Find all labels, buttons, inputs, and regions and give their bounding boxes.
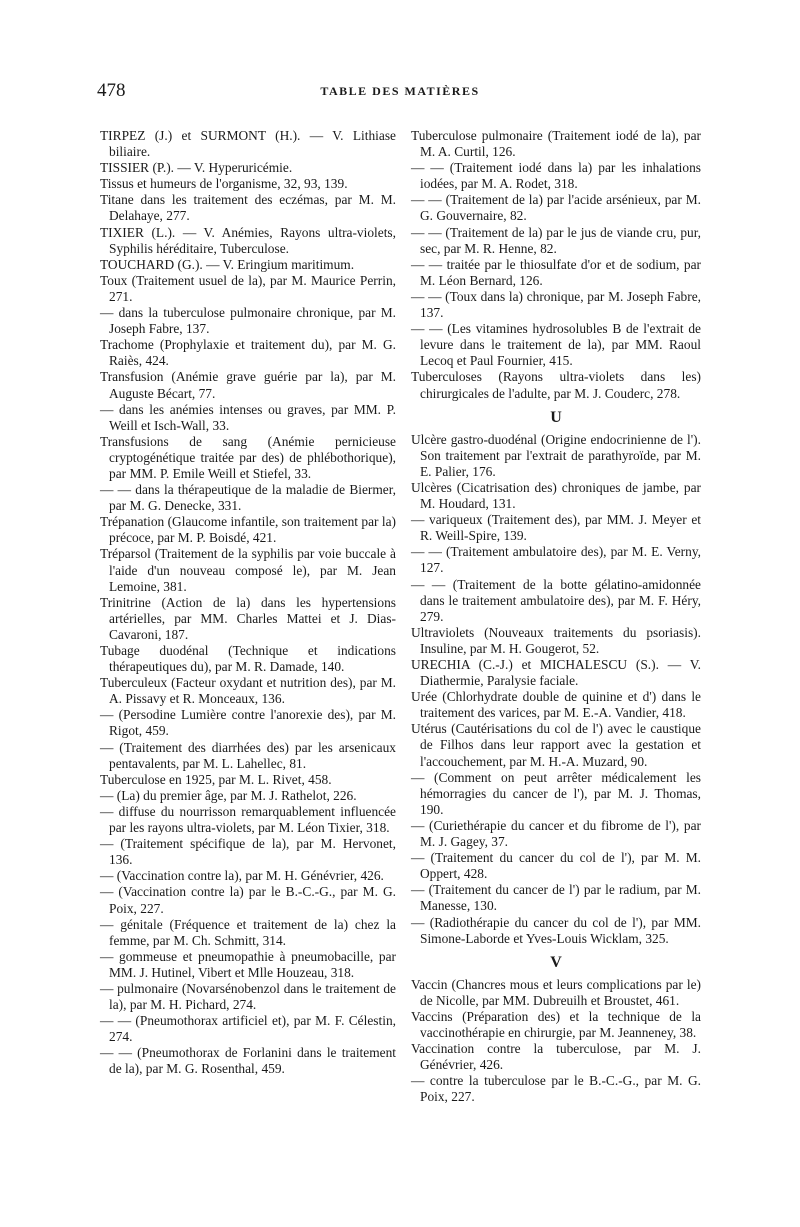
index-entry: — (Traitement du cancer de l') par le radium, par M. Manesse, 130.: [411, 882, 701, 914]
index-entry: — (Traitement du cancer du col de l'), par M. M. Oppert, 428.: [411, 850, 701, 882]
section-t-continued: [411, 128, 701, 402]
index-entry: Tuberculose en 1925, par M. L. Rivet, 458.: [100, 771, 332, 787]
index-entry: — contre la tuberculose par le B.-C.-G., par M. G. Poix, 227.: [411, 1073, 701, 1105]
section-v: [411, 977, 701, 1106]
section-letter-v: V: [550, 953, 562, 971]
section-u: [411, 432, 701, 947]
index-entry: — (Vaccination contre la) par le B.-C.-G., par M. G. Poix, 227.: [100, 884, 396, 916]
index-entry: — (Traitement spécifique de la), par M. Hervonet, 136.: [100, 836, 396, 868]
index-entry: Ulcère gastro-duodénal (Origine endocrinienne de l'). Son traitement par l'extrait de parathyroïde, par M. E. Palier, 176.: [411, 431, 701, 479]
index-entry: — — (Pneumothorax artificiel et), par M. F. Célestin, 274.: [100, 1013, 396, 1045]
index-entry: — — (Traitement de la) par le jus de viande cru, pur, sec, par M. R. Henne, 82.: [411, 224, 701, 256]
index-entry: — dans les anémies intenses ou graves, par MM. P. Weill et Isch-Wall, 33.: [100, 401, 396, 433]
index-entry: — génitale (Fréquence et traitement de la) chez la femme, par M. Ch. Schmitt, 314.: [100, 916, 396, 948]
index-entry: TIRPEZ (J.) et SURMONT (H.). — V. Lithiase biliaire.: [100, 128, 396, 160]
index-entry: Tréparsol (Traitement de la syphilis par voie buccale à l'aide d'un nouveau composé le), par M. Jean Lemoine, 381.: [100, 546, 396, 594]
index-entry: — — (Traitement iodé dans la) par les inhalations iodées, par M. A. Rodet, 318.: [411, 160, 701, 192]
index-entry: Ulcères (Cicatrisation des) chroniques de jambe, par M. Houdard, 131.: [411, 479, 701, 512]
section-letter-u: U: [550, 408, 562, 426]
right-column: [411, 128, 701, 1106]
index-entry: Trépanation (Glaucome infantile, son traitement par la) précoce, par M. P. Boisdé, 421.: [100, 514, 396, 546]
index-entry: — dans la tuberculose pulmonaire chronique, par M. Joseph Fabre, 137.: [100, 305, 396, 337]
index-entry: Utérus (Cautérisations du col de l') avec le caustique de Filhos dans leur rapport avec la gestation et l'accouchement, par M. H.-A. Muzard, 90.: [411, 721, 701, 769]
index-entry: TIXIER (L.). — V. Anémies, Rayons ultra-violets, Syphilis héréditaire, Tuberculose.: [100, 224, 396, 256]
index-entry: Trinitrine (Action de la) dans les hypertensions artérielles, par MM. Charles Mattei et J. Dias-Cavaroni, 187.: [100, 594, 396, 642]
index-entry: — diffuse du nourrisson remarquablement influencée par les rayons ultra-violets, par M. Léon Tixier, 318.: [100, 803, 396, 836]
index-entry: — — dans la thérapeutique de la maladie de Biermer, par M. G. Denecke, 331.: [100, 482, 396, 514]
index-entry: — (Traitement des diarrhées des) par les arsenicaux pentavalents, par M. L. Lahellec, 81.: [100, 739, 396, 771]
index-entry: — (Curiethérapie du cancer et du fibrome de l'), par M. J. Gagey, 37.: [411, 817, 701, 850]
index-entry: Trachome (Prophylaxie et traitement du), par M. G. Raiès, 424.: [100, 337, 396, 369]
index-entry: — gommeuse et pneumopathie à pneumobacille, par MM. J. Hutinel, Vibert et Mlle Houzeau, 318.: [100, 948, 396, 980]
index-entry: Titane dans les traitement des eczémas, par M. M. Delahaye, 277.: [100, 192, 396, 224]
index-entry: TISSIER (P.). — V. Hyperuricémie.: [100, 160, 293, 176]
index-entry: — pulmonaire (Novarsénobenzol dans le traitement de la), par M. H. Pichard, 274.: [100, 980, 396, 1013]
index-entry: TOUCHARD (G.). — V. Eringium maritimum.: [100, 256, 355, 272]
index-entry: — — (Toux dans la) chronique, par M. Joseph Fabre, 137.: [411, 288, 701, 321]
index-entry: Vaccin (Chancres mous et leurs complications par le) de Nicolle, par MM. Dubreuilh et Broustet, 461.: [411, 976, 701, 1008]
index-entry: Vaccination contre la tuberculose, par M. J. Génévrier, 426.: [411, 1041, 701, 1073]
index-entry: — — (Traitement de la) par l'acide arsénieux, par M. G. Gouvernaire, 82.: [411, 192, 701, 224]
index-entry: — — (Pneumothorax de Forlanini dans le traitement de la), par M. G. Rosenthal, 459.: [100, 1045, 396, 1077]
index-entry: — — (Traitement ambulatoire des), par M. E. Verny, 127.: [411, 544, 701, 576]
index-entry: Tuberculeux (Facteur oxydant et nutrition des), par M. A. Pissavy et R. Monceaux, 136.: [100, 675, 396, 707]
index-entry: Tuberculose pulmonaire (Traitement iodé de la), par M. A. Curtil, 126.: [411, 128, 701, 160]
index-entry: Vaccins (Préparation des) et la technique de la vaccinothérapie en chirurgie, par M. Jeanneney, 38.: [411, 1008, 701, 1041]
index-entry: URECHIA (C.-J.) et MICHALESCU (S.). — V. Diathermie, Paralysie faciale.: [411, 657, 701, 689]
running-head: TABLE DES MATIÈRES: [320, 84, 480, 98]
index-entry: Tissus et humeurs de l'organisme, 32, 93, 139.: [100, 176, 348, 192]
index-entry: — (Radiothérapie du cancer du col de l'), par MM. Simone-Laborde et Yves-Louis Wicklam, 325.: [411, 914, 701, 946]
index-entry: Tubage duodénal (Technique et indications thérapeutiques du), par M. R. Damade, 140.: [100, 643, 396, 675]
index-entry: Ultraviolets (Nouveaux traitements du psoriasis). Insuline, par M. H. Gougerot, 52.: [411, 624, 701, 656]
index-entry: — variqueux (Traitement des), par MM. J. Meyer et R. Weill-Spire, 139.: [411, 512, 701, 544]
index-entry: — (Vaccination contre la), par M. H. Génévrier, 426.: [100, 868, 384, 884]
page-number: 478: [97, 80, 126, 101]
index-entry: Transfusions de sang (Anémie pernicieuse cryptogénétique traitée par des) de phlébothorique), par MM. P. Emile Weill et Stiefel, 33.: [100, 433, 396, 481]
index-entry: — — traitée par le thiosulfate d'or et de sodium, par M. Léon Bernard, 126.: [411, 256, 701, 288]
index-entry: Urée (Chlorhydrate double de quinine et d') dans le traitement des varices, par M. E.-A. Vandier, 418.: [411, 689, 701, 721]
index-entry: — (Persodine Lumière contre l'anorexie des), par M. Rigot, 459.: [100, 707, 396, 739]
left-column: [100, 128, 396, 1078]
index-entry: Toux (Traitement usuel de la), par M. Maurice Perrin, 271.: [100, 272, 396, 304]
index-entry: — (La) du premier âge, par M. J. Rathelot, 226.: [100, 787, 357, 803]
index-entry: — — (Les vitamines hydrosolubles B de l'extrait de levure dans le traitement de la), par MM. Raoul Lecoq et Paul Fournier, 415.: [411, 321, 701, 369]
index-entry: — (Comment on peut arrêter médicalement les hémorragies du cancer de l'), par M. J. Thomas, 190.: [411, 769, 701, 817]
index-entry: — — (Traitement de la botte gélatino-amidonnée dans le traitement ambulatoire des), par M. F. Héry, 279.: [411, 576, 701, 624]
index-entry: Transfusion (Anémie grave guérie par la), par M. Auguste Bécart, 77.: [100, 369, 396, 401]
index-entry: Tuberculoses (Rayons ultra-violets dans les) chirurgicales de l'adulte, par M. J. Couderc, 278.: [411, 369, 701, 401]
